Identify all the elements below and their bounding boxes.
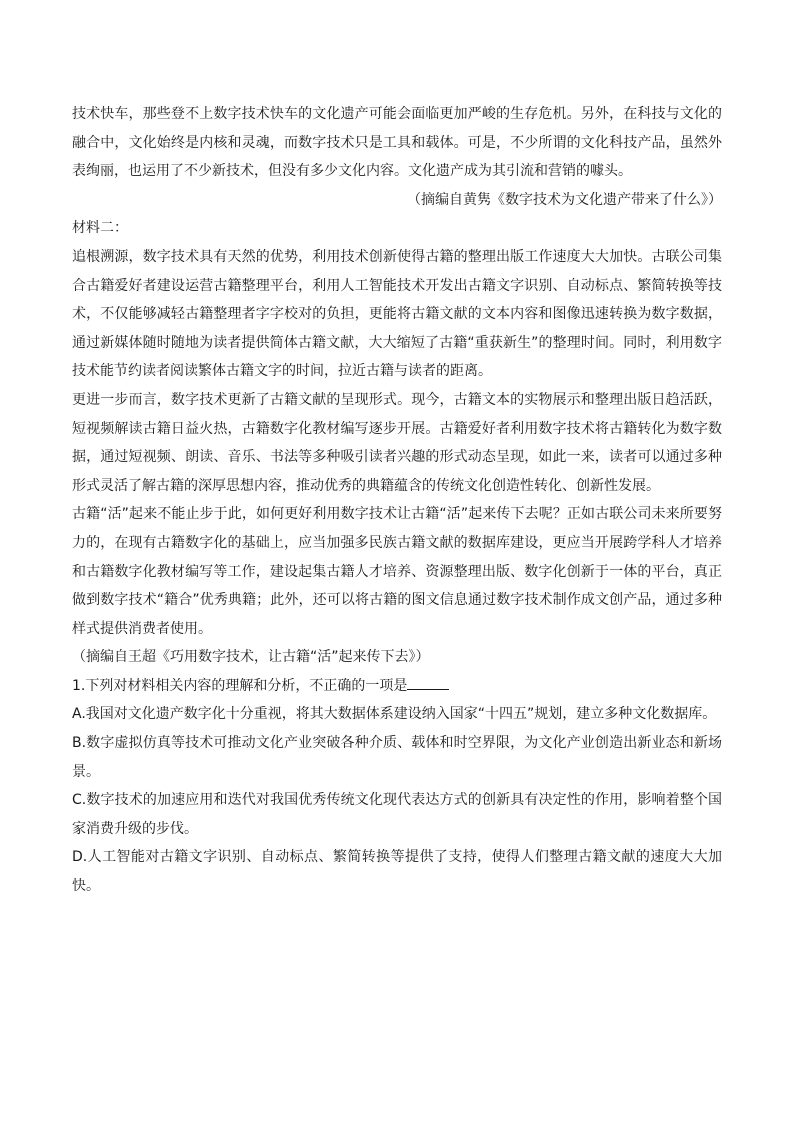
- question-stem-text: 1.下列对材料相关内容的理解和分析，不正确的一项是: [72, 677, 408, 694]
- material2-label: 材料二：: [72, 220, 128, 237]
- material1-source: （摘编自黄隽《数字技术为文化遗产带来了什么》）: [407, 191, 722, 208]
- material2-paragraph-3: 古籍“活”起来不能止步于此，如何更好利用数字技术让古籍“活”起来传下去呢？正如古联公司未来所要努力的，在现有古籍数字化的基础上，应当加强多民族古籍文献的数据库建设，更应当开展跨学科人才培养和古籍数字化教材编写等工作，建设起集古籍人才培养、资源整理出版、数字化创新于一体的平台，真正做到数字技术“籍合”优秀典籍；此外，还可以将古籍的图文信息通过数字技术制作成文创产品，通过多种样式提供消费者使用。: [72, 506, 722, 637]
- answer-blank: [407, 675, 449, 690]
- question-stem: [72, 672, 722, 701]
- material2-paragraph-2: 更进一步而言，数字技术更新了古籍文献的呈现形式。现今，古籍文本的实物展示和整理出版日趋活跃，短视频解读古籍日益火热，古籍数字化教材编写逐步开展。古籍爱好者利用数字技术将古籍转化为数字数据，通过短视频、朗读、音乐、书法等多种吸引读者兴趣的形式动态呈现，如此一来，读者可以通过多种形式灵活了解古籍的深厚思想内容，推动优秀的典籍蕴含的传统文化创造性转化、创新性发展。: [72, 391, 722, 494]
- option-a: A.我国对文化遗产数字化十分重视，将其大数据体系建设纳入国家“十四五”规划，建立多种文化数据库。: [72, 706, 717, 723]
- material2-source: （摘编自王超《巧用数字技术，让古籍“活”起来传下去》）: [72, 649, 430, 666]
- option-b: B.数字虚拟仿真等技术可推动文化产业突破各种介质、载体和时空界限，为文化产业创造出新业态和新场景。: [72, 735, 722, 780]
- material2-paragraph-1: 追根溯源，数字技术具有天然的优势，利用技术创新使得古籍的整理出版工作速度大大加快。古联公司集合古籍爱好者建设运营古籍整理平台，利用人工智能技术开发出古籍文字识别、自动标点、繁简转换等技术，不仅能够减轻古籍整理者字字校对的负担，更能将古籍文献的文本内容和图像迅速转换为数字数据，通过新媒体随时随地为读者提供简体古籍文献，大大缩短了古籍“重获新生”的整理时间。同时，利用数字技术能节约读者阅读繁体古籍文字的时间，拉近古籍与读者的距离。: [72, 248, 722, 380]
- document-page: [72, 100, 722, 901]
- option-c: C.数字技术的加速应用和迭代对我国优秀传统文化现代表达方式的创新具有决定性的作用，影响着整个国家消费升级的步伐。: [72, 792, 722, 837]
- option-d: D.人工智能对古籍文字识别、自动标点、繁简转换等提供了支持，使得人们整理古籍文献的速度大大加快。: [72, 849, 722, 895]
- material1-paragraph: 技术快车，那些登不上数字技术快车的文化遗产可能会面临更加严峻的生存危机。另外，在科技与文化的融合中，文化始终是内核和灵魂，而数字技术只是工具和载体。可是，不少所谓的文化科技产品，虽然外表绚丽，也运用了不少新技术，但没有多少文化内容。文化遗产成为其引流和营销的噱头。: [72, 106, 722, 180]
